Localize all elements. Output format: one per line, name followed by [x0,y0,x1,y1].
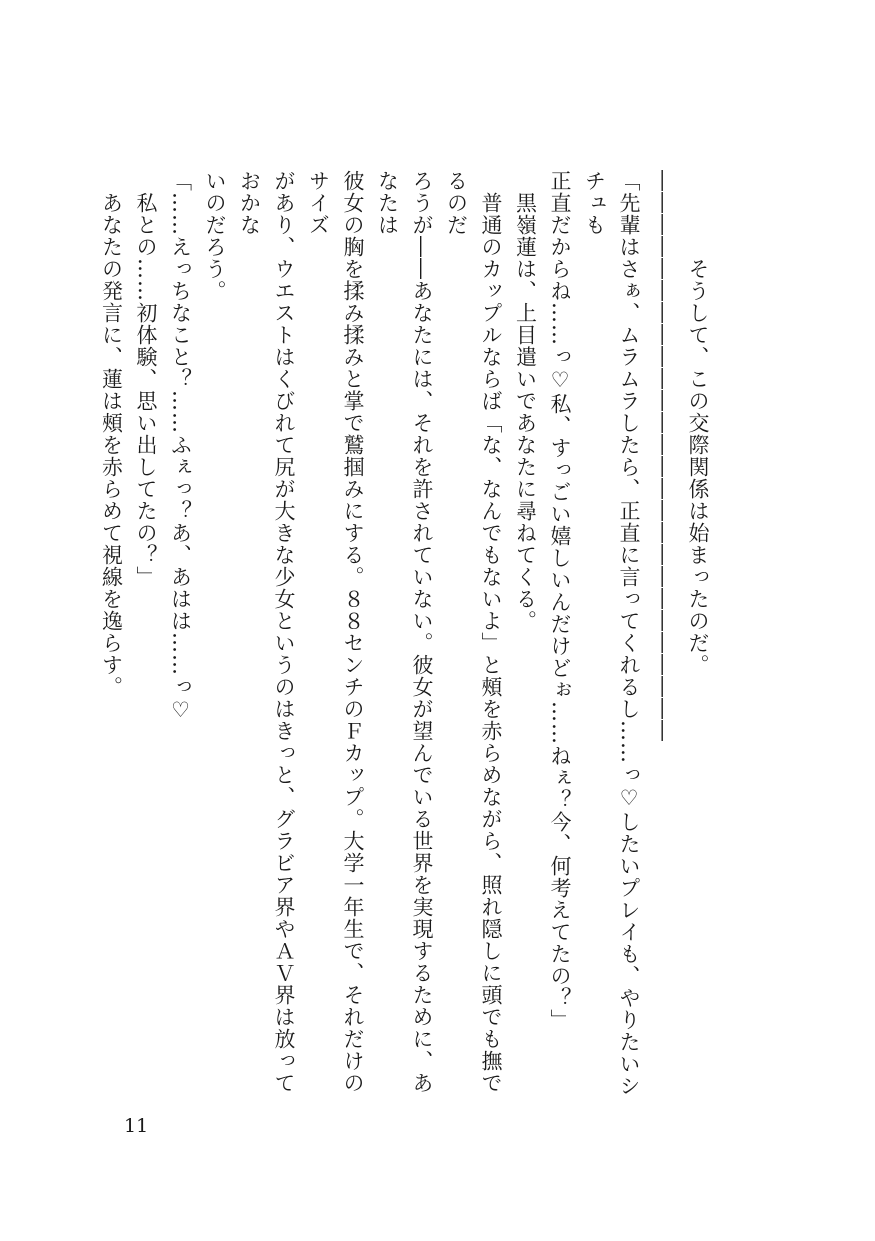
text-line-6: 正直だからね……っ♡私、すっごい嬉しいんだけどぉ……ねぇ？今、何考えてたの？」 [548,170,572,1031]
text-line-1: そうして、この交際関係は始まったのだ。 [686,170,710,676]
text-line-10: 彼女の胸を揉み揉みと掌で鷲掴みにする。８８センチのＦカップ。大学一年生で、それだけのサイズ [306,170,365,1094]
text-line-7: 黒嶺蓮は、上目遣いであなたに尋ねてくる。 [513,170,538,632]
text-line-5: 「先輩はさぁ、ムラムラしたら、正直に言ってくれるし……っ♡したいプレイも、やりたいシチュも [582,170,641,1097]
text-line-8: 普通のカップルならば「な、なんでもないよ」と頰を赤らめながら、照れ隠しに頭でも撫でるのだ [444,170,503,1094]
text-line-11: があり、ウエストはくびれて尻が大きな少女というのはきっと、グラビア界やＡＶ界は放っておかな [237,170,296,1094]
page-number: 11 [124,1115,149,1137]
text-line-14: 私との……初体験、思い出してたの？」 [134,170,158,588]
text-line-9: ろうが――あなたには、それを許されていない。彼女が望んでいる世界を実現するために、あなたは [375,170,434,1094]
text-line-13: 「……えっちなこと？……ふぇっ？あ、あはは……っ♡ [168,170,193,723]
text-line-15: あなたの発言に、蓮は頰を赤らめて視線を逸らす。 [99,170,124,698]
vertical-text-body [99,170,715,1115]
text-line-3-dash-separator: ―――――――――――――――――――――――――― [651,170,676,742]
text-line-12: いのだろう。 [203,170,227,302]
